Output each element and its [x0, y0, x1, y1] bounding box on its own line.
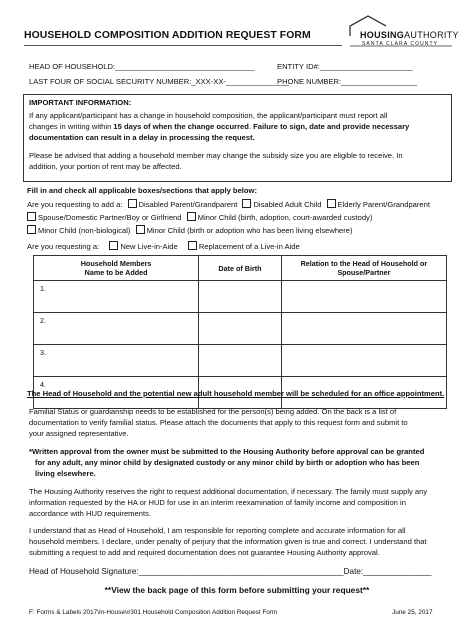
checkbox-disabled-parent[interactable]	[128, 199, 137, 208]
checkbox-disabled-adult-child[interactable]	[242, 199, 251, 208]
option-label: Minor Child (birth, adoption, court-awarded custody)	[197, 213, 373, 222]
column-header-relation	[281, 256, 446, 281]
certification-text-3: submitting a request to add and required documentation does not guarantee Housing Authority approval.	[29, 548, 380, 557]
checkbox-minor-child-nonbio[interactable]	[27, 225, 36, 234]
head-of-household-field[interactable]: HEAD OF HOUSEHOLD:_________________________________	[29, 62, 255, 71]
relation-cell[interactable]	[281, 281, 446, 313]
checkbox-minor-child-elsewhere[interactable]	[136, 225, 145, 234]
column-header-dob: Date of Birth	[199, 256, 282, 281]
checkbox-replacement-aide[interactable]	[188, 241, 197, 250]
checkbox-minor-child-custody[interactable]	[187, 212, 196, 221]
subsidy-text-2: addition, your portion of rent may be affected.	[29, 162, 182, 171]
reserve-text-2: information requested by the HA or HUD for use in an interim reexamination of family income and composition in	[29, 498, 406, 507]
header-text: Household Members Name to be Added	[80, 259, 152, 277]
reserve-text-1: The Housing Authority reserves the right to request additional documentation, if necessary. The family must supply any	[29, 487, 428, 496]
dob-cell[interactable]	[199, 281, 282, 313]
aide-options-row	[27, 241, 300, 251]
familial-text-1: Familial Status or guardianship needs to be established for the person(s) being added. On the back is a list of	[29, 407, 397, 416]
checkbox-elderly-parent[interactable]	[327, 199, 336, 208]
dob-cell[interactable]	[199, 313, 282, 345]
add-options-row-2	[24, 212, 372, 222]
checkbox-spouse-partner[interactable]	[27, 212, 36, 221]
table-row	[34, 281, 447, 313]
relation-cell[interactable]	[281, 313, 446, 345]
dob-cell[interactable]	[199, 345, 282, 377]
option-label: Minor Child (non-biological)	[38, 226, 131, 235]
important-text-2: changes in writing within 15 days of when the change occurred. Failure to sign, date and provide necessary	[29, 122, 410, 131]
title-divider	[24, 45, 342, 46]
signature-line[interactable]: Head of Household Signature:_____________________________________________Date:_______________	[29, 567, 432, 576]
footer-file-path: F: Forms & Labels 2017\In-House\#301 Household Composition Addition Request Form	[29, 609, 278, 616]
certification-text-1: I understand that as Head of Household, I am responsible for reporting complete and accurate information for all	[29, 526, 406, 535]
checkbox-new-aide[interactable]	[109, 241, 118, 250]
add-prompt: Are you requesting to add a:	[27, 200, 123, 209]
option-label: Spouse/Domestic Partner/Boy or Girlfriend	[38, 213, 182, 222]
logo-wordmark: HOUSINGAUTHORITY	[360, 30, 459, 40]
footer-date: June 25, 2017	[392, 609, 433, 616]
familial-text-2: documentation to verify familial status. Please attach the documents that apply to this request form and submit to	[29, 418, 408, 427]
option-label: Minor Child (birth or adoption who has been living elsewhere)	[146, 226, 353, 235]
member-name-cell[interactable]: 4.	[34, 377, 199, 409]
column-header-name	[34, 256, 199, 281]
add-options-row-1	[27, 199, 430, 209]
member-name-cell[interactable]: 1.	[34, 281, 199, 313]
owner-approval-text-3: living elsewhere.	[35, 469, 96, 478]
aide-prompt: Are you requesting a:	[27, 242, 100, 251]
form-title: HOUSEHOLD COMPOSITION ADDITION REQUEST FORM	[24, 30, 311, 41]
owner-approval-text-2: for any adult, any minor child by designated custody or any minor child by birth or adoption who has been	[35, 458, 420, 467]
table-header-row	[34, 256, 447, 281]
relation-cell[interactable]	[281, 345, 446, 377]
important-text-3: documentation can result in a delay in processing the request.	[29, 133, 255, 142]
appointment-notice: The Head of Household and the potential new adult household member will be scheduled for an office appointment.	[27, 389, 445, 398]
member-name-cell[interactable]: 2.	[34, 313, 199, 345]
owner-approval-text-1: *Written approval from the owner must be submitted to the Housing Authority before approval can be granted	[29, 447, 425, 456]
back-page-notice: **View the back page of this form before submitting your request**	[104, 585, 370, 595]
phone-field[interactable]: PHONE NUMBER:__________________	[277, 77, 418, 86]
familial-text-3: your assigned representative.	[29, 429, 129, 438]
option-label: Elderly Parent/Grandparent	[337, 200, 430, 209]
entity-id-field[interactable]: ENTITY ID#:______________________	[277, 62, 413, 71]
option-label: Disabled Adult Child	[253, 200, 322, 209]
certification-text-2: household members. I declare, under penalty of perjury that the information given is true and correct. I understand that	[29, 537, 427, 546]
important-heading: IMPORTANT INFORMATION:	[29, 98, 132, 107]
reserve-text-3: accordance with HUD requirements.	[29, 509, 151, 518]
header-text: Relation to the Head of Household or Spouse/Partner	[300, 259, 428, 277]
option-label: Disabled Parent/Grandparent	[138, 200, 238, 209]
option-label: New Live-in-Aide	[120, 242, 178, 251]
household-members-table	[33, 255, 447, 409]
logo-subtitle: SANTA CLARA COUNTY	[362, 41, 439, 47]
subsidy-text-1: Please be advised that adding a household member may change the subsidy size you are eligible to receive. In	[29, 151, 403, 160]
table-row	[34, 345, 447, 377]
option-label: Replacement of a Live-in Aide	[198, 242, 300, 251]
member-name-cell[interactable]: 3.	[34, 345, 199, 377]
table-row	[34, 313, 447, 345]
ssn-field[interactable]: LAST FOUR OF SOCIAL SECURITY NUMBER:_XXX-XX-_______________	[29, 77, 290, 86]
checkbox-section-heading: Fill in and check all applicable boxes/sections that apply below:	[27, 186, 257, 195]
add-options-row-3	[24, 225, 353, 235]
important-text-1: If any applicant/participant has a change in household composition, the applicant/participant must report all	[29, 111, 388, 120]
